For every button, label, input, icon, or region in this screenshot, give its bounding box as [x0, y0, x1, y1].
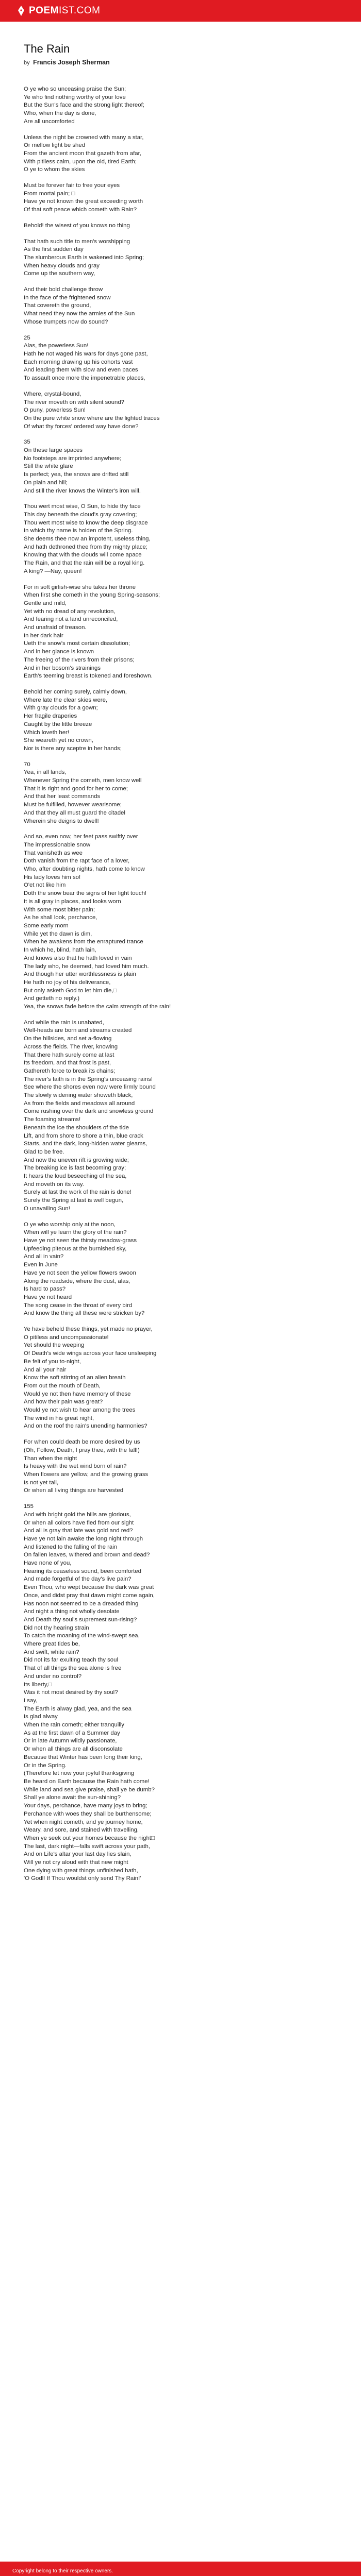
- stanza: O ye who so unceasing praise the Sun; Ye who find nothing worthy of your love But the Sun's face and the strong light thereof; Who, when the day is done, Are all uncomforted: [24, 86, 144, 125]
- stanza: And while the rain is unabated, Well-heads are born and streams created On the hillsides, and set a-flowing Across the fields. The river, knowing That there hath surely come at last Its freedom, and that frost is past, Gathereth force to break its chains; The river's faith is in the Spring's unceasing rains! See where the shores even now were firmly bound The slowly widening water showeth black, As from the fields and meadows all around Come rushing over the dark and snowless ground The foaming streams! Beneath the ice the shoulders of the tide Lift, and from shore to shore a thin, blue crack Starts, and the dark, long-hidden water gleams, Glad to be free. And now the uneven rift is growing wide; The breaking ice is fast becoming gray; It hears the loud beseeching of the sea, And moveth on its way. Surely at last the work of the rain is done! Surely the Spring at last is well begun, O unavailing Sun!: [24, 1019, 156, 1212]
- stanza: Where, crystal-bound, The river moveth on with silent sound? O puny, powerless Sun! On the pure white snow where are the lighted traces Of what thy forces' ordered way have done?: [24, 391, 160, 430]
- stanza: Must be forever fair to free your eyes From mortal pain; □ Have ye not known the great exceeding worth Of that soft peace which cometh with Rain?: [24, 182, 143, 213]
- stanza: 25 Alas, the powerless Sun! Hath he not waged his wars for days gone past, Each morning drawing up his cohorts vast And leading them with slow and even paces To assault once more the impenetrable places,: [24, 334, 148, 382]
- stanza: Ye have beheld these things, yet made no prayer, O pitiless and uncompassionate! Yet should the weeping Of Death's wide wings across your face unsleeping Be felt of you to-night, And all your hair Know the soft stirring of an alien breath From out the mouth of Death, Would ye not then have memory of these And how their pain was great? Would ye not wish to hear among the trees The wind in his great night, And on the roof the rain's unending harmonies?: [24, 1326, 157, 1430]
- author-link[interactable]: Francis Joseph Sherman: [33, 59, 110, 66]
- stanza: Unless the night be crowned with many a star, Or mellow light be shed From the ancient moon that gazeth from afar, With pitiless calm, upon the old, tired Earth; O ye to whom the skies: [24, 134, 144, 173]
- site-footer: [0, 2562, 361, 2576]
- stanza: For when could death be more desired by us (Oh, Follow, Death, I pray thee, with the fall!) Than when the night Is heavy with the wet wind born of rain? When flowers are yellow, and the growing grass Is not yet tall, Or when all living things are harvested: [24, 1439, 149, 1494]
- stanza: For in soft girlish-wise she takes her throne When first she cometh in the young Spring-seasons; Gentle and mild, Yet with no dread of any revolution, And fearing not a land unreconciled, And unafraid of treason. In her dark hair Ueth the snow's most certain dissolution; And in her glance is known The freeing of the rivers from their prisons; And in her bosom's strainings Earth's teeming breast is tokened and foreshown.: [24, 584, 160, 680]
- logo-text-bold: POEM: [29, 5, 59, 16]
- logo-text-light: IST.COM: [58, 5, 101, 16]
- poem-content: [24, 42, 343, 1891]
- site-header: [0, 0, 361, 22]
- copyright-text: Copyright belong to their respective owners.: [12, 2568, 113, 2574]
- site-logo[interactable]: [18, 5, 101, 16]
- stanza: 155 And with bright gold the hills are glorious, Or when all colors have fled from our sight And all is gray that late was gold and red? Have ye not lain awake the long night through And listened to the falling of the rain On fallen leaves, withered and brown and dead? Have none of you, Hearing its ceaseless sound, been comforted And made forgetful of the day's live pain? Even Thou, who wept because the dark was great Once, and didst pray that dawn might come again, Has noon not seemed to be a dreaded thing And night a thing not wholly desolate And Death thy soul's supremest sun-rising? Did not thy hearing strain To catch the moaning of the wind-swept sea, Where great tides be, And swift, white rain? Did not its far exulting teach thy soul That of all things the sea alone is free And under no control? Its liberty,□ Was it not most desired by thy soul? I say, The Earth is alway glad, yea, and the sea Is glad alway When the rain cometh; either tranquilly As at the first dawn of a Summer day Or in late Autumn wildly passionate, Or when all things are all disconsolate Because that Winter has been long their king, Or in the Spring. (Therefore let now your joyful thanksgiving Be heard on Earth because the Rain hath come! While land and sea give praise, shall ye be dumb? Shall ye alone await the sun-shining? Your days, perchance, have many joys to bring; Perchance with woes they shall be burthensome; Yet when night cometh, and ye journey home, Weary, and sore, and stained with travelling, When ye seek out your homes because the night□ The last, dark night—falls swift across your path, And on Life's altar your last day lies slain, Will ye not cry aloud with that new might One dying with great things unfinished hath, 'O Godl! If Thou wouldst only send Thy Rain!': [24, 1503, 155, 1882]
- stanza: Behold! the wisest of you knows no thing: [24, 222, 130, 229]
- stanza: 35 On these large spaces No footsteps are imprinted anywhere; Still the white glare Is perfect; yea, the snows are drifted still On plain and hill; And still the river knows the Winter's iron will.: [24, 439, 141, 494]
- stanza: And their bold challenge throw In the face of the frightened snow That covereth the ground, What need they now the armies of the Sun Whose trumpets now do sound?: [24, 286, 135, 325]
- pen-nib-icon: [18, 6, 25, 16]
- stanza: 70 Yea, in all lands, Whenever Spring the cometh, men know well That it is right and good for her to come; And that her least commands Must be fulfilled, however wearisome; And that they all must guard the citadel Wherein she deigns to dwell!: [24, 761, 142, 824]
- author-line: [24, 59, 343, 66]
- stanza: O ye who worship only at the noon, When will ye learn the glory of the rain? Have ye not seen the thirsty meadow-grass Upfeeding piteous at the burnished sky, And all in vain? Even in June Have ye not seen the yellow flowers swoon Along the roadside, where the dust, alas, Is hard to pass? Have ye not heard The song cease in the throat of every bird And know the thing all these were stricken by?: [24, 1221, 145, 1317]
- stanza: And so, even now, her feet pass swiftly over The impressionable snow That vanisheth as wee Doth vanish from the rapt face of a lover, Who, after doubting nights, hath come to know His lady loves him so! O'et not like him Doth the snow bear the signs of her light touch! It is all gray in places, and looks worn With some most bitter pain; As he shall look, perchance, Some early morn While yet the dawn is dim, When he awakens from the enraptured trance In which he, blind, hath lain, And knows also that he hath loved in vain The lady who, he deemed, had loved him much. And though her utter worthlessness is plain He hath no joy of his deliverance, But only asketh God to let him die,□ And getteth no reply.) Yea, the snows fade before the calm strength of the rain!: [24, 834, 171, 1010]
- poem-title: The Rain: [24, 42, 70, 55]
- stanza: Behold her coming surely, calmly down, Where late the clear skies were, With gray clouds for a gown; Her fragile draperies Caught by the little breeze Which loveth her! She weareth yet no crown, Nor is there any sceptre in her hands;: [24, 689, 127, 752]
- stanza: That hath such title to men's worshipping As the first sudden day The slumberous Earth is wakened into Spring; When heavy clouds and gray Come up the southern way,: [24, 238, 144, 277]
- stanza: Thou wert most wise, O Sun, to hide thy face This day beneath the cloud's gray covering; Thou wert most wise to know the deep disgrace In which thy name is holden of the Spring. She deems thee now an impotent, useless thing, And hath dethroned thee from thy mighty place; Knowing that with the clouds will come apace The Rain, and that the rain will be a royal king. A king? —Nay, queen!: [24, 503, 151, 574]
- by-label: by: [24, 60, 30, 66]
- poem-body: [24, 86, 343, 1883]
